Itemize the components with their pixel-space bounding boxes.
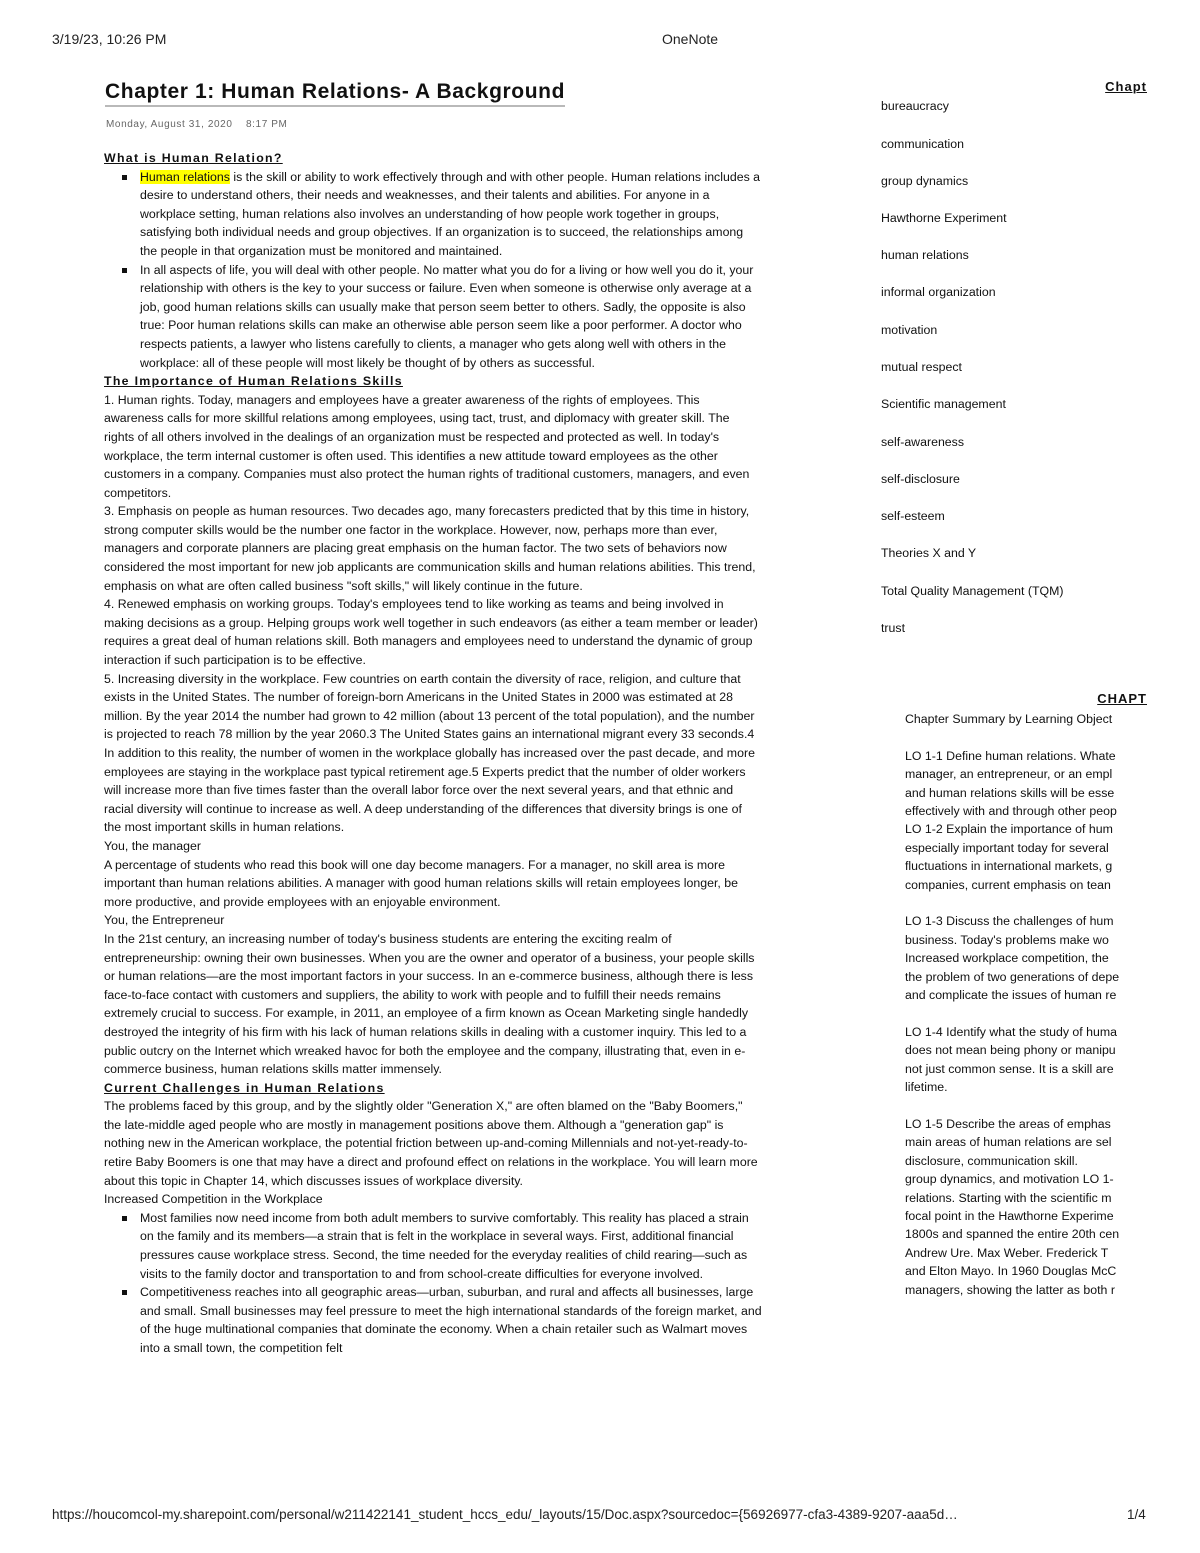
summary-line: and Elton Mayo. In 1960 Douglas McC bbox=[905, 1264, 1117, 1279]
term-group-dynamics: group dynamics bbox=[881, 174, 969, 188]
paragraph-human-resources: 3. Emphasis on people as human resources. Two decades ago, many forecasters predicted that by this time in history, strong computer skills would be the number one factor in the workplace. However, now, perhaps more than ever, managers and corporate planners are placing great emphasis on the human factor. The two sets of behaviors now considered the most important for new job applicants are communication skills and human relations abilities. This trend, emphasis on what are often called business "soft skills," will likely continue in the future. bbox=[104, 504, 756, 593]
summary-line: group dynamics, and motivation LO 1- bbox=[905, 1172, 1114, 1187]
term-bureaucracy: bureaucracy bbox=[881, 99, 949, 113]
competition-subheading: Increased Competition in the Workplace bbox=[104, 1192, 323, 1207]
summary-line: especially important today for several bbox=[905, 840, 1109, 855]
paragraph-manager: A percentage of students who read this book will one day become managers. For a manager, no skill area is more important than human relations abilities. A manager with good human relations skills will retain employees longer, be more productive, and provide employees with an enjoyable environment. bbox=[104, 857, 738, 909]
term-hawthorne-experiment: Hawthorne Experiment bbox=[881, 211, 1007, 225]
term-trust: trust bbox=[881, 621, 906, 635]
importance-heading: The Importance of Human Relations Skills bbox=[104, 374, 403, 389]
paragraph-human-rights: 1. Human rights. Today, managers and employees have a greater awareness of the rights of employees. This awareness calls for more skillful relations among employees, using tact, trust, and diplomacy with greater skill. The rights of all others involved in the dealings of an organization must be respected and protected as well. In today's workplace, the term internal customer is often used. This identifies a new attitude toward employees as the other customers in a company. Companies must also protect the human rights of traditional customers, managers, and even competitors. bbox=[104, 392, 750, 500]
summary-line: and complicate the issues of human re bbox=[905, 988, 1117, 1003]
term-scientific-management: Scientific management bbox=[881, 397, 1006, 411]
page-title: Chapter 1: Human Relations- A Background bbox=[105, 80, 565, 107]
paragraph-entrepreneur: In the 21st century, an increasing number of today's business students are entering the exciting realm of entrepreneurship: owning their own businesses. When you are the owner and operator of a business, your people skills or human relations—are the most important factors in your success. In an e-commerce business, although there is less face-to-face contact with customers and suppliers, the ability to work with people and to fulfill their needs remains extremely crucial to success. For example, in 2011, an employee of a firm known as Ocean Marketing single handedly destroyed the integrity of his firm with his lack of human relations skills in dealing with a customer inquiry. This led to a public outcry on the Internet which wreaked havoc for both the employee and the company, illustrating that, even in e-commerce business, human relations skills matter immensely. bbox=[104, 931, 755, 1077]
print-page-number: 1/4 bbox=[1127, 1507, 1146, 1522]
summary-line: business. Today's problems make wo bbox=[905, 932, 1109, 947]
bullet-definition-text: is the skill or ability to work effectively through and with other people. Human relations includes a desire to understand others, their needs and weaknesses, and their talents and abilities. For anyone in a workplace setting, human relations also involves an understanding of how people work together in groups, satisfying both individual needs and group objectives. If an organization is to succeed, the relationships among the people in that organization must be monitored and maintained. bbox=[140, 169, 761, 258]
print-url: https://houcomcol-my.sharepoint.com/personal/w211422141_student_hccs_edu/_layouts/15/Doc.aspx?sourcedoc={56926977-cfa3-4389-9207-aaa5d… bbox=[52, 1507, 958, 1522]
challenges-heading: Current Challenges in Human Relations bbox=[104, 1080, 385, 1095]
print-app-name: OneNote bbox=[662, 31, 719, 47]
summary-title: CHAPT bbox=[1097, 691, 1147, 706]
term-self-disclosure: self-disclosure bbox=[881, 472, 960, 486]
summary-line: companies, current emphasis on tean bbox=[905, 877, 1111, 892]
summary-line: does not mean being phony or manipu bbox=[905, 1043, 1116, 1058]
summary-spacer bbox=[905, 1096, 1200, 1114]
page-datestamp bbox=[106, 119, 287, 130]
summary-line: manager, an entrepreneur, or an empl bbox=[905, 767, 1113, 782]
note-content bbox=[104, 149, 762, 1358]
term-human-relations: human relations bbox=[881, 248, 969, 262]
summary-spacer bbox=[905, 894, 1200, 912]
summary-line: 1800s and spanned the entire 20th cen bbox=[905, 1227, 1120, 1242]
summary-spacer bbox=[905, 728, 1200, 746]
summary-line: main areas of human relations are sel bbox=[905, 1135, 1112, 1150]
sidebar-title: Chapt bbox=[1105, 79, 1147, 94]
chapter-summary bbox=[905, 710, 1200, 1299]
summary-line: not just common sense. It is a skill are bbox=[905, 1061, 1114, 1076]
summary-line: Andrew Ure. Max Weber. Frederick T bbox=[905, 1245, 1109, 1260]
summary-line: Increased workplace competition, the bbox=[905, 951, 1109, 966]
term-mutual-respect: mutual respect bbox=[881, 360, 962, 374]
paragraph-challenges: The problems faced by this group, and by the slightly older "Generation X," are often blamed on the "Baby Boomers," the late-middle aged people who are mostly in management positions above them. Although a "generation gap" is nothing new in the American workplace, the potential friction between up-and-coming Millennials and not-yet-ready-to-retire Baby Boomers is one that may have a direct and profound effect on relations in the workplace. You will learn more about this topic in Chapter 14, which discusses issues of workplace diversity. bbox=[104, 1099, 758, 1188]
term-theories-x-and-y: Theories X and Y bbox=[881, 546, 977, 560]
summary-line: LO 1-1 Define human relations. Whate bbox=[905, 748, 1116, 763]
bullet-competitiveness: Competitiveness reaches into all geographic areas—urban, suburban, and rural and affects all businesses, large and small. Small businesses may feel pressure to meet the high international standards of the foreign market, and of the huge multinational companies that dominate the economy. When a chain retailer such as Walmart moves into a small town, the competition felt bbox=[140, 1283, 762, 1357]
bullet-aspects-of-life: In all aspects of life, you will deal with other people. No matter what you do for a living or how well you do it, your relationship with others is the key to your success or failure. Even when someone is otherwise only average at a job, good human relations skills can usually make that person seem better to others. Sadly, the opposite is also true: Poor human relations skills can make an otherwise able person seem like a poor performer. A doctor who respects patients, a lawyer who listens carefully to clients, a manager who gets along well with others in the workplace: all of these people will most likely be thought of by others as successful. bbox=[140, 261, 762, 373]
entrepreneur-subheading: You, the Entrepreneur bbox=[104, 913, 225, 928]
term-motivation: motivation bbox=[881, 323, 938, 337]
paragraph-diversity: 5. Increasing diversity in the workplace. Few countries on earth contain the diversity of race, religion, and culture that exists in the United States. The number of foreign-born Americans in the United States in 2000 was estimated at 28 million. By the year 2014 the number had grown to 42 million (about 13 percent of the total population), and the number is projected to reach 78 million by the year 2060.3 The United States gains an international migrant every 33 seconds.4 In addition to this reality, the number of women in the workplace globally has increased over the past decade, and more employees are staying in the workplace past typical retirement age.5 Experts predict that the number of older workers will increase more than five times faster than the overall labor force over the next several years, and that ethnic and racial diversity will continue to increase as well. A deep understanding of the differences that diversity brings is one of the most important skills in human relations. bbox=[104, 671, 755, 835]
term-tqm: Total Quality Management (TQM) bbox=[881, 584, 1064, 598]
summary-spacer bbox=[905, 1004, 1200, 1022]
highlighted-term: Human relations bbox=[140, 169, 230, 184]
summary-line: effectively with and through other peop bbox=[905, 804, 1117, 819]
term-informal-organization: informal organization bbox=[881, 285, 996, 299]
summary-line: LO 1-5 Describe the areas of emphas bbox=[905, 1116, 1111, 1131]
summary-line: the problem of two generations of depe bbox=[905, 969, 1120, 984]
term-self-awareness: self-awareness bbox=[881, 435, 965, 449]
summary-line: relations. Starting with the scientific m bbox=[905, 1190, 1112, 1205]
manager-subheading: You, the manager bbox=[104, 838, 201, 853]
summary-line: LO 1-2 Explain the importance of hum bbox=[905, 822, 1113, 837]
summary-line: and human relations skills will be esse bbox=[905, 785, 1115, 800]
summary-line: disclosure, communication skill. bbox=[905, 1153, 1078, 1168]
print-datetime: 3/19/23, 10:26 PM bbox=[52, 31, 167, 47]
bullet-definition bbox=[140, 168, 762, 261]
summary-line: LO 1-3 Discuss the challenges of hum bbox=[905, 914, 1114, 929]
summary-line: managers, showing the latter as both r bbox=[905, 1282, 1115, 1297]
sidebar-panel bbox=[881, 0, 1200, 1553]
summary-line: LO 1-4 Identify what the study of huma bbox=[905, 1024, 1118, 1039]
page-time: 8:17 PM bbox=[246, 119, 288, 130]
summary-line: fluctuations in international markets, g bbox=[905, 859, 1113, 874]
term-communication: communication bbox=[881, 137, 965, 151]
summary-line: Chapter Summary by Learning Object bbox=[905, 712, 1113, 726]
page-date: Monday, August 31, 2020 bbox=[106, 119, 233, 130]
summary-line: focal point in the Hawthorne Experime bbox=[905, 1208, 1114, 1223]
summary-line: lifetime. bbox=[905, 1080, 948, 1095]
term-self-esteem: self-esteem bbox=[881, 509, 945, 523]
bullet-families: Most families now need income from both adult members to survive comfortably. This reality has placed a strain on the family and its members—a strain that is felt in the workplace in several ways. First, additional financial pressures cause workplace stress. Second, the time needed for the everyday realities of child rearing—such as visits to the family doctor and transportation to and from school-create difficulties for everyone involved. bbox=[140, 1209, 762, 1283]
what-is-heading: What is Human Relation? bbox=[104, 151, 283, 165]
competition-bullets bbox=[104, 1209, 762, 1358]
definition-bullets bbox=[104, 168, 762, 373]
paragraph-working-groups: 4. Renewed emphasis on working groups. Today's employees tend to like working as teams and being involved in making decisions as a group. Helping groups work well together in such endeavors (as either a team member or leader) requires a great deal of human relations skill. Both managers and employees need to understand the dynamic of group interaction if such participation is to be effective. bbox=[104, 597, 758, 668]
